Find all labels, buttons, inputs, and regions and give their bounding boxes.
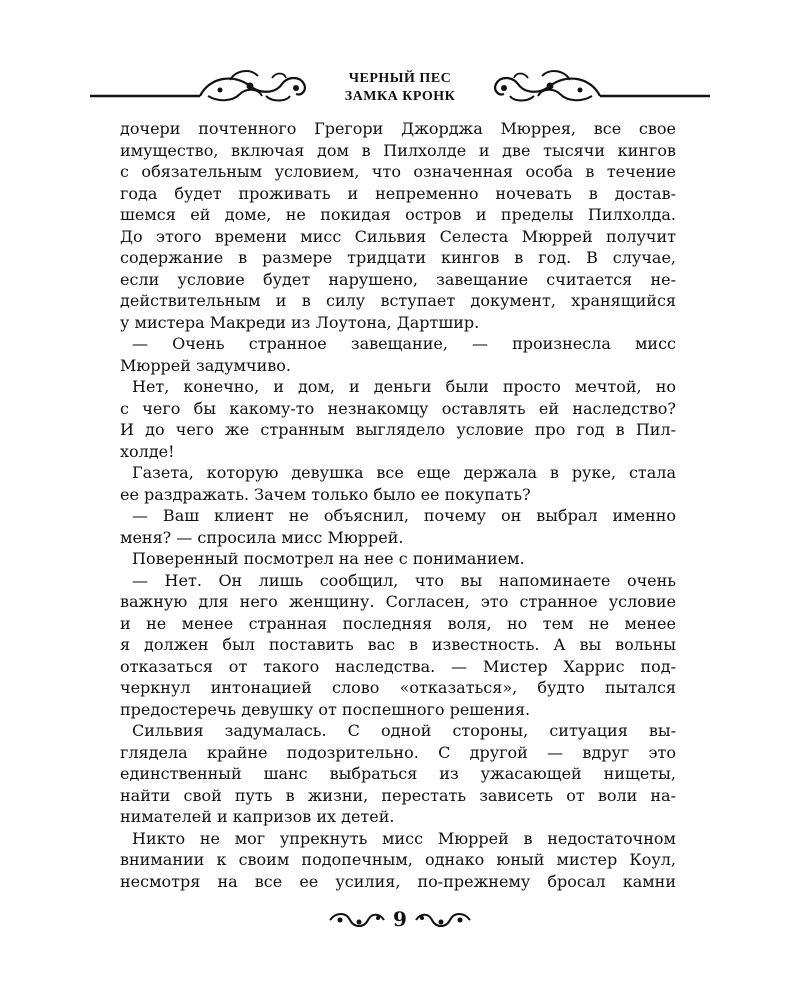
page-number: 9 — [393, 907, 407, 931]
text-line: холде! — [120, 441, 175, 461]
text-line: имущество, включая дом в Пилхолде и две тысячи кингов — [120, 140, 676, 160]
text-line: — Ваш клиент не объяснил, почему он выбрал именно — [132, 506, 676, 525]
text-line: с чего бы какому-то незнакомцу оставлять ей наследство? — [120, 398, 676, 418]
text-line: меня? — спросила мисс Мюррей. — [120, 527, 404, 547]
footer-left-ornament-icon — [328, 910, 386, 930]
text-line: с обязательным условием, что означенная особа в течение — [120, 162, 676, 181]
body-text — [120, 118, 676, 892]
right-flourish-ornament-icon — [490, 66, 710, 106]
text-line: и не менее странная последняя воля, но тем не менее — [120, 613, 676, 633]
footer-right-ornament-icon — [414, 910, 472, 930]
book-title — [310, 70, 490, 106]
text-line: Мюррей задумчиво. — [120, 355, 291, 375]
text-line: найти свой путь в жизни, перестать зависеть от воли на- — [120, 785, 676, 805]
running-header — [90, 62, 710, 112]
left-flourish-ornament-icon — [90, 66, 310, 106]
text-line: И до чего же странным выглядело условие про год в Пил- — [120, 420, 676, 439]
book-title-line-1: ЧЕРНЫЙ ПЕС — [348, 71, 452, 86]
text-line: действительным и в силу вступает документ, хранящийся — [120, 291, 676, 310]
text-line: важную для него женщину. Согласен, это странное условие — [120, 592, 676, 611]
text-line: Газета, которую девушка все еще держала в руке, стала — [132, 463, 676, 482]
text-line: — Нет. Он лишь сообщил, что вы напоминаете очень — [132, 570, 676, 590]
text-line: если условие будет нарушено, завещание считается не- — [120, 269, 676, 289]
text-line: черкнул интонацией слово «отказаться», будто пытался — [120, 678, 676, 697]
text-line: года будет проживать и непременно ночевать в достав- — [120, 183, 676, 203]
text-line: единственный шанс выбраться из ужасающей нищеты, — [120, 764, 676, 783]
text-line: нимателей и капризов их детей. — [120, 807, 395, 826]
text-line: Поверенный посмотрел на нее с пониманием. — [132, 549, 525, 568]
text-line: предостеречь девушку от поспешного решения. — [120, 699, 531, 719]
text-line: дочери почтенного Грегори Джорджа Мюррея, все свое — [120, 119, 676, 138]
book-title-line-2: ЗАМКА КРОНК — [344, 89, 456, 104]
text-line: отказаться от такого наследства. — Мистер Харрис под- — [120, 656, 676, 676]
text-line: внимании к своим подопечным, однако юный мистер Коул, — [120, 850, 676, 869]
page-footer — [320, 904, 480, 934]
text-line: ее раздражать. Зачем только было ее покупать? — [120, 484, 531, 504]
text-line: Нет, конечно, и дом, и деньги были просто мечтой, но — [132, 377, 676, 396]
text-line: содержание в размере тридцати кингов в год. В случае, — [120, 248, 676, 267]
text-line: Сильвия задумалась. С одной стороны, ситуация вы- — [132, 721, 676, 740]
text-line: шемся ей доме, не покидая остров и пределы Пилхолда. — [120, 205, 676, 224]
text-line: — Очень странное завещание, — произнесла мисс — [132, 334, 676, 353]
text-line: Никто не мог упрекнуть мисс Мюррей в недостаточном — [132, 828, 676, 848]
text-line: у мистера Макреди из Лоутона, Дартшир. — [120, 312, 480, 332]
text-line: глядела крайне подозрительно. С другой — вдруг это — [120, 742, 676, 762]
text-line: До этого времени мисс Сильвия Селеста Мюррей получит — [120, 226, 676, 246]
text-line: несмотря на все ее усилия, по-прежнему бросал камни — [120, 871, 676, 891]
text-line: я должен был поставить вас в известность. А вы вольны — [120, 635, 676, 654]
